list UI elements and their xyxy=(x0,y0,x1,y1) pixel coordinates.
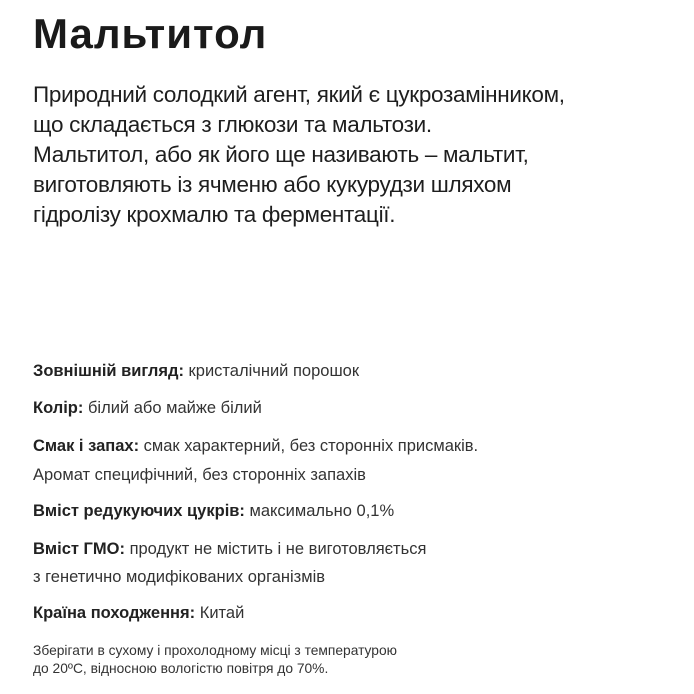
property-reducing-sugars xyxy=(33,502,394,521)
property-appearance xyxy=(33,362,359,381)
intro-line: гідролізу крохмалю та ферментації. xyxy=(33,202,396,227)
property-label: Вміст ГМО: xyxy=(33,540,125,558)
property-label: Вміст редукуючих цукрів: xyxy=(33,502,245,520)
intro-line: що складається з глюкози та мальтози. xyxy=(33,112,432,137)
intro-line: Мальтитол, або як його ще називають – мальтит, xyxy=(33,142,529,167)
property-continuation: з генетично модифікованих організмів xyxy=(33,568,326,586)
page-title: Мальтитол xyxy=(33,10,268,57)
storage-note xyxy=(33,642,397,678)
property-value: Китай xyxy=(195,604,245,622)
property-continuation: Аромат специфічний, без сторонніх запахів xyxy=(33,466,366,484)
property-value: продукт не містить і не виготовляється xyxy=(124,540,427,558)
property-value: кристалічний порошок xyxy=(183,362,360,380)
property-value: смак характерний, без сторонніх присмаків. xyxy=(139,437,479,455)
property-label: Колір: xyxy=(33,399,84,417)
property-value: максимально 0,1% xyxy=(244,502,395,520)
property-taste-smell xyxy=(33,437,478,456)
storage-line: до 20ºС, відносною вологістю повітря до 70%. xyxy=(33,661,329,676)
property-label: Країна походження: xyxy=(33,604,196,622)
intro-line: виготовляють із ячменю або кукурудзи шляхом xyxy=(33,172,512,197)
storage-line: Зберігати в сухому і прохолодному місці з температурою xyxy=(33,643,397,658)
intro-paragraph xyxy=(33,80,693,230)
property-origin xyxy=(33,604,244,623)
property-value: білий або майже білий xyxy=(83,399,262,417)
property-label: Зовнішній вигляд: xyxy=(33,362,184,380)
property-gmo xyxy=(33,540,426,559)
intro-line: Природний солодкий агент, який є цукрозамінником, xyxy=(33,82,565,107)
property-color xyxy=(33,399,262,418)
property-label: Смак і запах: xyxy=(33,437,140,455)
